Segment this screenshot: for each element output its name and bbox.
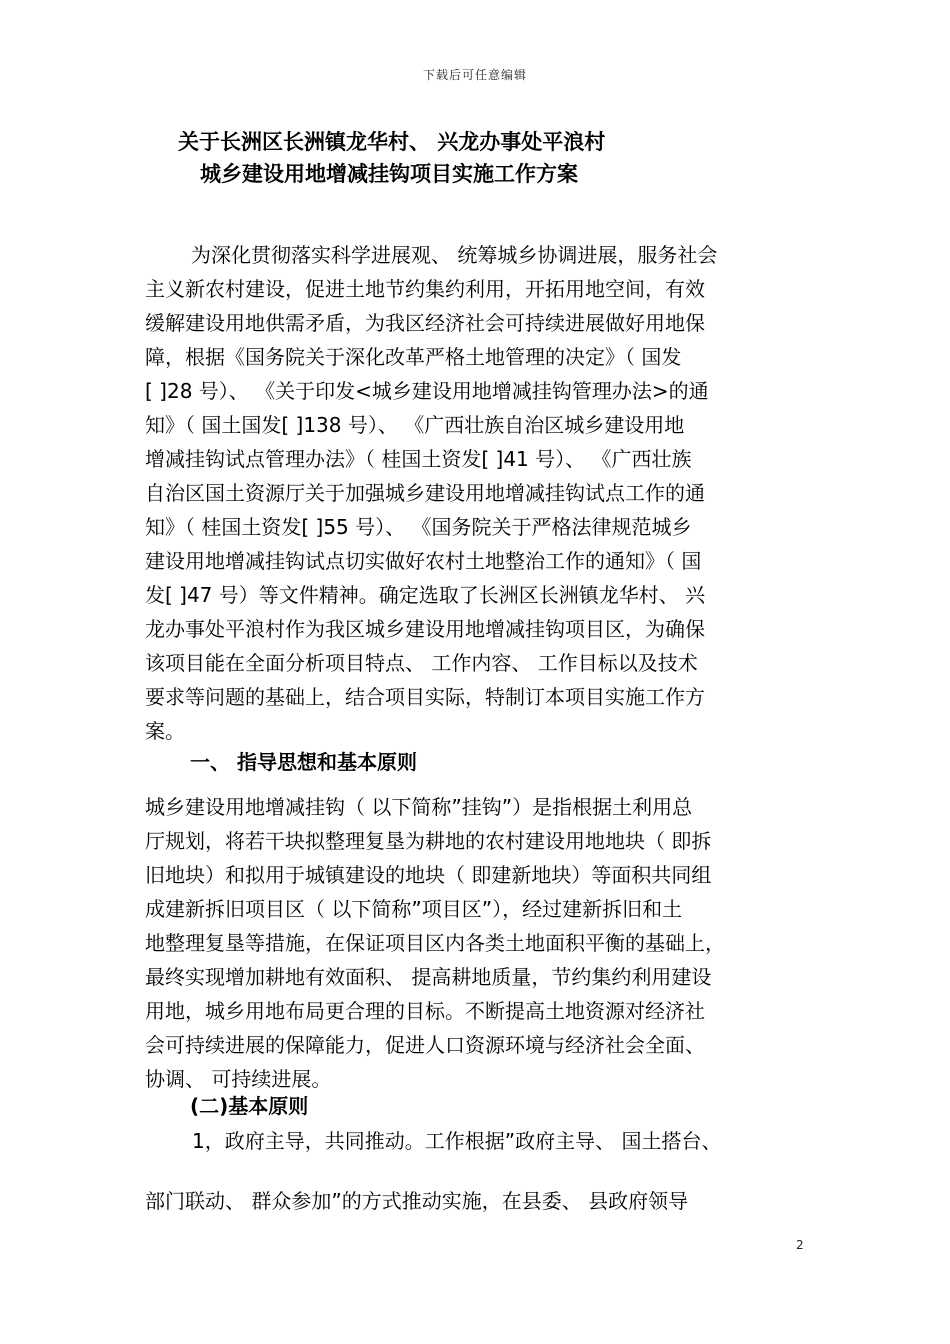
intro-line: 障，根据《国务院关于深化改革严格土地管理的决定》（ 国发 (145, 345, 682, 369)
intro-line: 知》（ 桂国土资发[ ]55 号）、 《国务院关于严格法律规范城乡 (145, 515, 692, 539)
intro-line: 要求等问题的基础上，结合项目实际，特制订本项目实施工作方 (145, 685, 705, 709)
section1-line: 旧地块）和拟用于城镇建设的地块（ 即建新地块）等面积共同组 (145, 863, 712, 887)
intro-line: 龙办事处平浪村作为我区城乡建设用地增减挂钩项目区，为确保 (145, 617, 705, 641)
section1-line: 用地，城乡用地布局更合理的目标。不断提高土地资源对经济社 (145, 999, 705, 1023)
intro-line: 建设用地增减挂钩试点切实做好农村土地整治工作的通知》（ 国 (145, 549, 702, 573)
intro-line: 为深化贯彻落实科学进展观、 统筹城乡协调进展，服务社会 (191, 243, 718, 267)
intro-paragraph (145, 238, 815, 748)
intro-line: 发[ ]47 号）等文件精神。确定选取了长洲区长洲镇龙华村、 兴 (145, 583, 706, 607)
section1-line: 地整理复垦等措施，在保证项目区内各类土地面积平衡的基础上， (145, 931, 725, 955)
principle-1-line-2 (145, 1184, 815, 1218)
section-heading-1: 一、 指导思想和基本原则 (190, 750, 417, 774)
page-number: 2 (796, 1238, 804, 1252)
principle-1-text: 1，政府主导，共同推动。工作根据”政府主导、 国土搭台、 (192, 1129, 722, 1153)
intro-line: 主义新农村建设，促进土地节约集约利用，开拓用地空间，有效 (145, 277, 705, 301)
intro-line: 案。 (145, 719, 185, 743)
header-note: 下载后可任意编辑 (422, 68, 527, 82)
intro-line: 知》（ 国土国发[ ]138 号）、 《广西壮族自治区城乡建设用地 (145, 413, 685, 437)
intro-line: 该项目能在全面分析项目特点、 工作内容、 工作目标以及技术 (145, 651, 698, 675)
section1-line: 厅规划，将若干块拟整理复垦为耕地的农村建设用地地块（ 即拆 (145, 829, 712, 853)
intro-line: 增减挂钩试点管理办法》（ 桂国土资发[ ]41 号）、 《广西壮族 (145, 447, 692, 471)
section1-line: 城乡建设用地增减挂钩（ 以下简称”挂钩”）是指根据土利用总 (145, 795, 693, 819)
intro-line: [ ]28 号）、 《关于印发<城乡建设用地增减挂钩管理办法>的通 (145, 379, 709, 403)
intro-line: 自治区国土资源厅关于加强城乡建设用地增减挂钩试点工作的通 (145, 481, 705, 505)
document-title-line-2: 城乡建设用地增减挂钩项目实施工作方案 (200, 162, 578, 186)
section1-paragraph (145, 790, 815, 1096)
section1-line: 协调、 可持续进展。 (145, 1067, 332, 1091)
subheading-basic-principles: (二)基本原则 (190, 1094, 309, 1118)
section1-line: 会可持续进展的保障能力，促进人口资源环境与经济社会全面、 (145, 1033, 705, 1057)
principle-1-continuation: 部门联动、 群众参加”的方式推动实施，在县委、 县政府领导 (145, 1189, 689, 1213)
principle-1-line-1 (192, 1124, 832, 1158)
section1-line: 成建新拆旧项目区（ 以下简称”项目区”），经过建新拆旧和土 (145, 897, 683, 921)
intro-line: 缓解建设用地供需矛盾，为我区经济社会可持续进展做好用地保 (145, 311, 705, 335)
section1-line: 最终实现增加耕地有效面积、 提高耕地质量，节约集约利用建设 (145, 965, 712, 989)
document-title-line-1: 关于长洲区长洲镇龙华村、 兴龙办事处平浪村 (178, 130, 606, 154)
